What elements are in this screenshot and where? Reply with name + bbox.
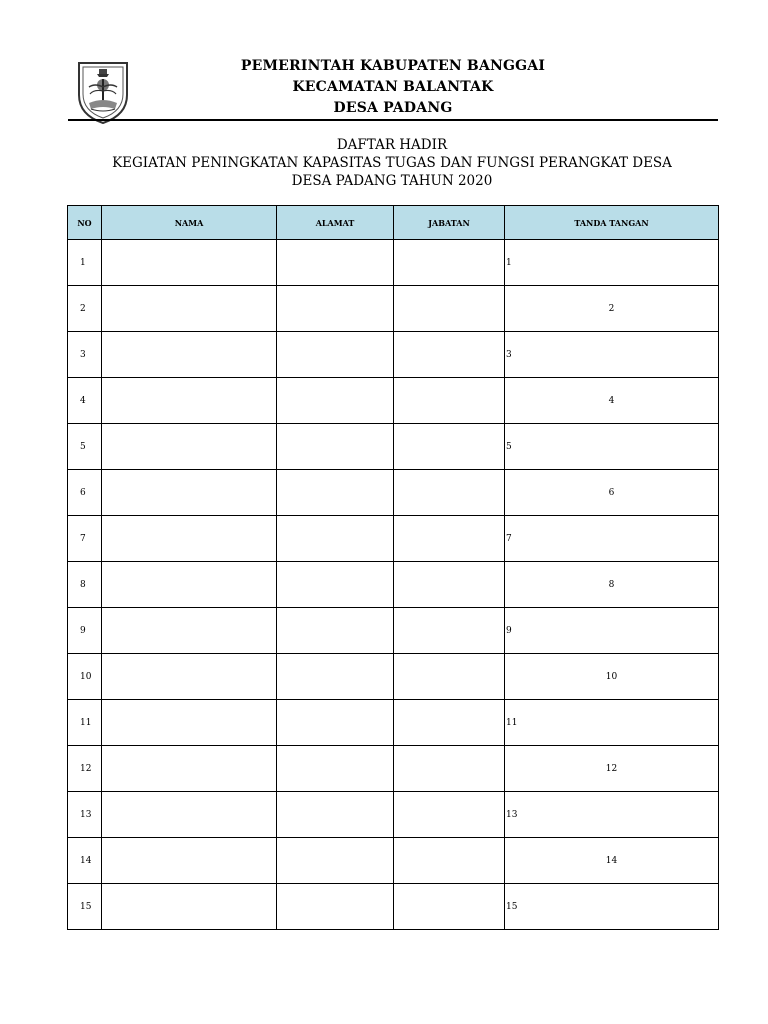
jabatan-cell[interactable] (394, 332, 505, 378)
signature-cell[interactable] (505, 240, 719, 286)
alamat-cell[interactable] (277, 884, 394, 930)
attendance-table (67, 205, 719, 930)
signature-number: 14 (605, 855, 618, 866)
title-main: DAFTAR HADIR (336, 137, 448, 153)
letterhead-divider (68, 119, 718, 121)
alamat-cell[interactable] (277, 470, 394, 516)
alamat-cell[interactable] (277, 608, 394, 654)
jabatan-cell[interactable] (394, 700, 505, 746)
signature-cell[interactable] (505, 746, 719, 792)
signature-number: 11 (506, 717, 518, 728)
signature-cell[interactable] (505, 884, 719, 930)
table-row (68, 470, 719, 516)
alamat-cell[interactable] (277, 700, 394, 746)
signature-number: 1 (506, 257, 512, 268)
table-body (68, 240, 719, 930)
signature-number: 6 (608, 487, 615, 498)
table-header-row (68, 206, 719, 240)
jabatan-cell[interactable] (394, 562, 505, 608)
jabatan-cell[interactable] (394, 516, 505, 562)
column-header-tanda-tangan: TANDA TANGAN (505, 206, 719, 240)
row-number: 15 (68, 884, 102, 930)
table-row (68, 424, 719, 470)
letterhead (68, 56, 718, 119)
signature-cell[interactable] (505, 516, 719, 562)
title-activity: KEGIATAN PENINGKATAN KAPASITAS TUGAS DAN FUNGSI PERANGKAT DESA (112, 155, 672, 171)
table-row (68, 516, 719, 562)
column-header-no: NO (68, 206, 102, 240)
table-row (68, 562, 719, 608)
signature-cell[interactable] (505, 700, 719, 746)
signature-cell[interactable] (505, 286, 719, 332)
nama-cell[interactable] (102, 470, 277, 516)
signature-number: 3 (506, 349, 512, 360)
alamat-cell[interactable] (277, 746, 394, 792)
table-row (68, 700, 719, 746)
row-number: 13 (68, 792, 102, 838)
nama-cell[interactable] (102, 240, 277, 286)
alamat-cell[interactable] (277, 838, 394, 884)
alamat-cell[interactable] (277, 286, 394, 332)
row-number: 8 (68, 562, 102, 608)
signature-number: 15 (506, 901, 518, 912)
row-number: 12 (68, 746, 102, 792)
jabatan-cell[interactable] (394, 746, 505, 792)
nama-cell[interactable] (102, 516, 277, 562)
signature-number: 10 (605, 671, 618, 682)
signature-cell[interactable] (505, 608, 719, 654)
alamat-cell[interactable] (277, 378, 394, 424)
signature-cell[interactable] (505, 562, 719, 608)
nama-cell[interactable] (102, 286, 277, 332)
nama-cell[interactable] (102, 884, 277, 930)
nama-cell[interactable] (102, 378, 277, 424)
signature-cell[interactable] (505, 470, 719, 516)
table-row (68, 608, 719, 654)
signature-number: 13 (506, 809, 518, 820)
signature-number: 12 (605, 763, 618, 774)
table-row (68, 838, 719, 884)
table-row (68, 884, 719, 930)
regency-name: PEMERINTAH KABUPATEN BANGGAI (240, 58, 546, 74)
signature-number: 9 (506, 625, 512, 636)
table-row (68, 746, 719, 792)
nama-cell[interactable] (102, 562, 277, 608)
table-row (68, 378, 719, 424)
jabatan-cell[interactable] (394, 838, 505, 884)
alamat-cell[interactable] (277, 562, 394, 608)
row-number: 5 (68, 424, 102, 470)
nama-cell[interactable] (102, 608, 277, 654)
column-header-jabatan: JABATAN (394, 206, 505, 240)
nama-cell[interactable] (102, 792, 277, 838)
row-number: 11 (68, 700, 102, 746)
signature-number: 5 (506, 441, 512, 452)
jabatan-cell[interactable] (394, 424, 505, 470)
nama-cell[interactable] (102, 424, 277, 470)
row-number: 14 (68, 838, 102, 884)
row-number: 9 (68, 608, 102, 654)
alamat-cell[interactable] (277, 516, 394, 562)
table-row (68, 240, 719, 286)
jabatan-cell[interactable] (394, 884, 505, 930)
signature-cell[interactable] (505, 654, 719, 700)
row-number: 3 (68, 332, 102, 378)
alamat-cell[interactable] (277, 654, 394, 700)
row-number: 10 (68, 654, 102, 700)
row-number: 6 (68, 470, 102, 516)
title-year: DESA PADANG TAHUN 2020 (291, 173, 493, 189)
alamat-cell[interactable] (277, 240, 394, 286)
table-row (68, 332, 719, 378)
alamat-cell[interactable] (277, 792, 394, 838)
table-row (68, 286, 719, 332)
jabatan-cell[interactable] (394, 286, 505, 332)
signature-number: 2 (608, 303, 615, 314)
signature-cell[interactable] (505, 424, 719, 470)
row-number: 1 (68, 240, 102, 286)
nama-cell[interactable] (102, 838, 277, 884)
signature-cell[interactable] (505, 838, 719, 884)
jabatan-cell[interactable] (394, 792, 505, 838)
signature-number: 7 (506, 533, 512, 544)
signature-cell[interactable] (505, 792, 719, 838)
column-header-alamat: ALAMAT (277, 206, 394, 240)
document-title (40, 136, 744, 190)
alamat-cell[interactable] (277, 332, 394, 378)
village-name: DESA PADANG (333, 100, 453, 116)
signature-cell[interactable] (505, 378, 719, 424)
nama-cell[interactable] (102, 654, 277, 700)
signature-number: 8 (608, 579, 615, 590)
signature-cell[interactable] (505, 332, 719, 378)
row-number: 7 (68, 516, 102, 562)
table-row (68, 792, 719, 838)
jabatan-cell[interactable] (394, 654, 505, 700)
district-name: KECAMATAN BALANTAK (292, 79, 494, 95)
jabatan-cell[interactable] (394, 608, 505, 654)
table-row (68, 654, 719, 700)
nama-cell[interactable] (102, 746, 277, 792)
nama-cell[interactable] (102, 700, 277, 746)
jabatan-cell[interactable] (394, 240, 505, 286)
row-number: 4 (68, 378, 102, 424)
nama-cell[interactable] (102, 332, 277, 378)
column-header-nama: NAMA (102, 206, 277, 240)
row-number: 2 (68, 286, 102, 332)
signature-number: 4 (608, 395, 615, 406)
jabatan-cell[interactable] (394, 470, 505, 516)
alamat-cell[interactable] (277, 424, 394, 470)
jabatan-cell[interactable] (394, 378, 505, 424)
